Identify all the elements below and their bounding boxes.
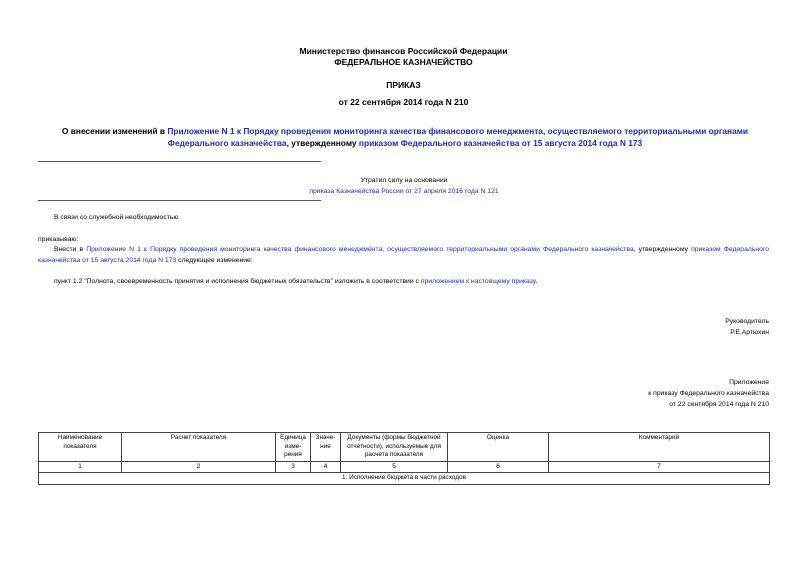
repeal-text: Утратил силу на основании — [360, 177, 448, 184]
subject-link-order[interactable]: приказом Федерального казначейства от 15 августа 2014 года N 173 — [358, 138, 643, 148]
ministry-name: Министерство финансов Российской Федерации — [299, 46, 508, 56]
order-text: Внести в — [54, 246, 87, 253]
column-header: Наименование показателя — [39, 433, 122, 462]
subject-text: , утвержденному — [286, 138, 359, 148]
column-number: 3 — [276, 461, 311, 473]
document-type: ПРИКАЗ — [386, 80, 421, 90]
column-header: Оценка — [448, 433, 549, 462]
annex-header — [648, 377, 769, 410]
clause-text: пункт 1.2 "Полнота, своевременность принятия и исполнения бюджетных обязательств" изложить в соответствии с — [54, 278, 421, 285]
column-number: 4 — [311, 461, 341, 473]
document-subject — [32, 125, 778, 149]
signature-name: Р.Е.Артюхин — [730, 329, 769, 336]
section-row: 1. Исполнение бюджета в части расходов — [39, 473, 770, 485]
reason-paragraph: В связи со служебной необходимостью — [54, 214, 179, 221]
column-number: 7 — [549, 461, 770, 473]
order-link-order[interactable]: приказом Федерального казначейства от 15 августа 2014 года N 173 — [38, 246, 770, 264]
column-header: Комментарий — [549, 433, 770, 462]
agency-name: ФЕДЕРАЛЬНОЕ КАЗНАЧЕЙСТВО — [334, 57, 473, 67]
column-number: 6 — [448, 461, 549, 473]
document-date: от 22 сентября 2014 года N 210 — [338, 97, 469, 107]
column-number: 5 — [341, 461, 448, 473]
document-header — [0, 46, 807, 68]
order-link-appendix[interactable]: Приложение N 1 к Порядку проведения мониторинга качества финансового менеджмента, осуществляемого территориальными органами Федерального казначейства — [86, 246, 634, 253]
separator-line — [38, 200, 321, 201]
table-row — [39, 461, 770, 473]
repeal-notice — [200, 175, 608, 197]
subject-link-appendix[interactable]: Приложение N 1 к Порядку проведения мониторинга качества финансового менеджмента, осуществляемого территориальными органами Федерального казначейства — [167, 126, 749, 148]
column-header: Значе- ние — [311, 433, 341, 462]
clause-link[interactable]: приложением к настоящему приказу — [420, 278, 536, 285]
indicators-table — [38, 432, 770, 485]
separator-line — [38, 161, 321, 162]
clause-paragraph — [54, 276, 769, 287]
order-paragraph — [38, 244, 769, 266]
annex-line: от 22 сентября 2014 года N 210 — [669, 401, 769, 408]
signature-title: Руководитель — [725, 318, 769, 325]
table-header-row — [39, 433, 770, 462]
subject-text: О внесении изменений в — [61, 126, 168, 136]
annex-line: к приказу Федерального казначейства — [648, 390, 769, 397]
signature-block — [725, 316, 769, 338]
table-row — [39, 473, 770, 485]
column-number: 2 — [122, 461, 276, 473]
order-word: приказываю: — [38, 236, 79, 243]
column-header: Единица изме- рения — [276, 433, 311, 462]
column-header: Расчет показателя — [122, 433, 276, 462]
annex-line: Приложение — [729, 379, 769, 386]
column-number: 1 — [39, 461, 122, 473]
order-text: следующее изменение: — [176, 257, 253, 264]
column-header: Документы (формы бюджетной отчетности), используемые для расчета показателя — [341, 433, 448, 462]
clause-text: . — [535, 278, 538, 285]
order-text: , утвержденному — [633, 246, 692, 253]
repeal-link[interactable]: приказа Казначейства России от 27 апреля 2016 года N 121 — [309, 188, 499, 195]
